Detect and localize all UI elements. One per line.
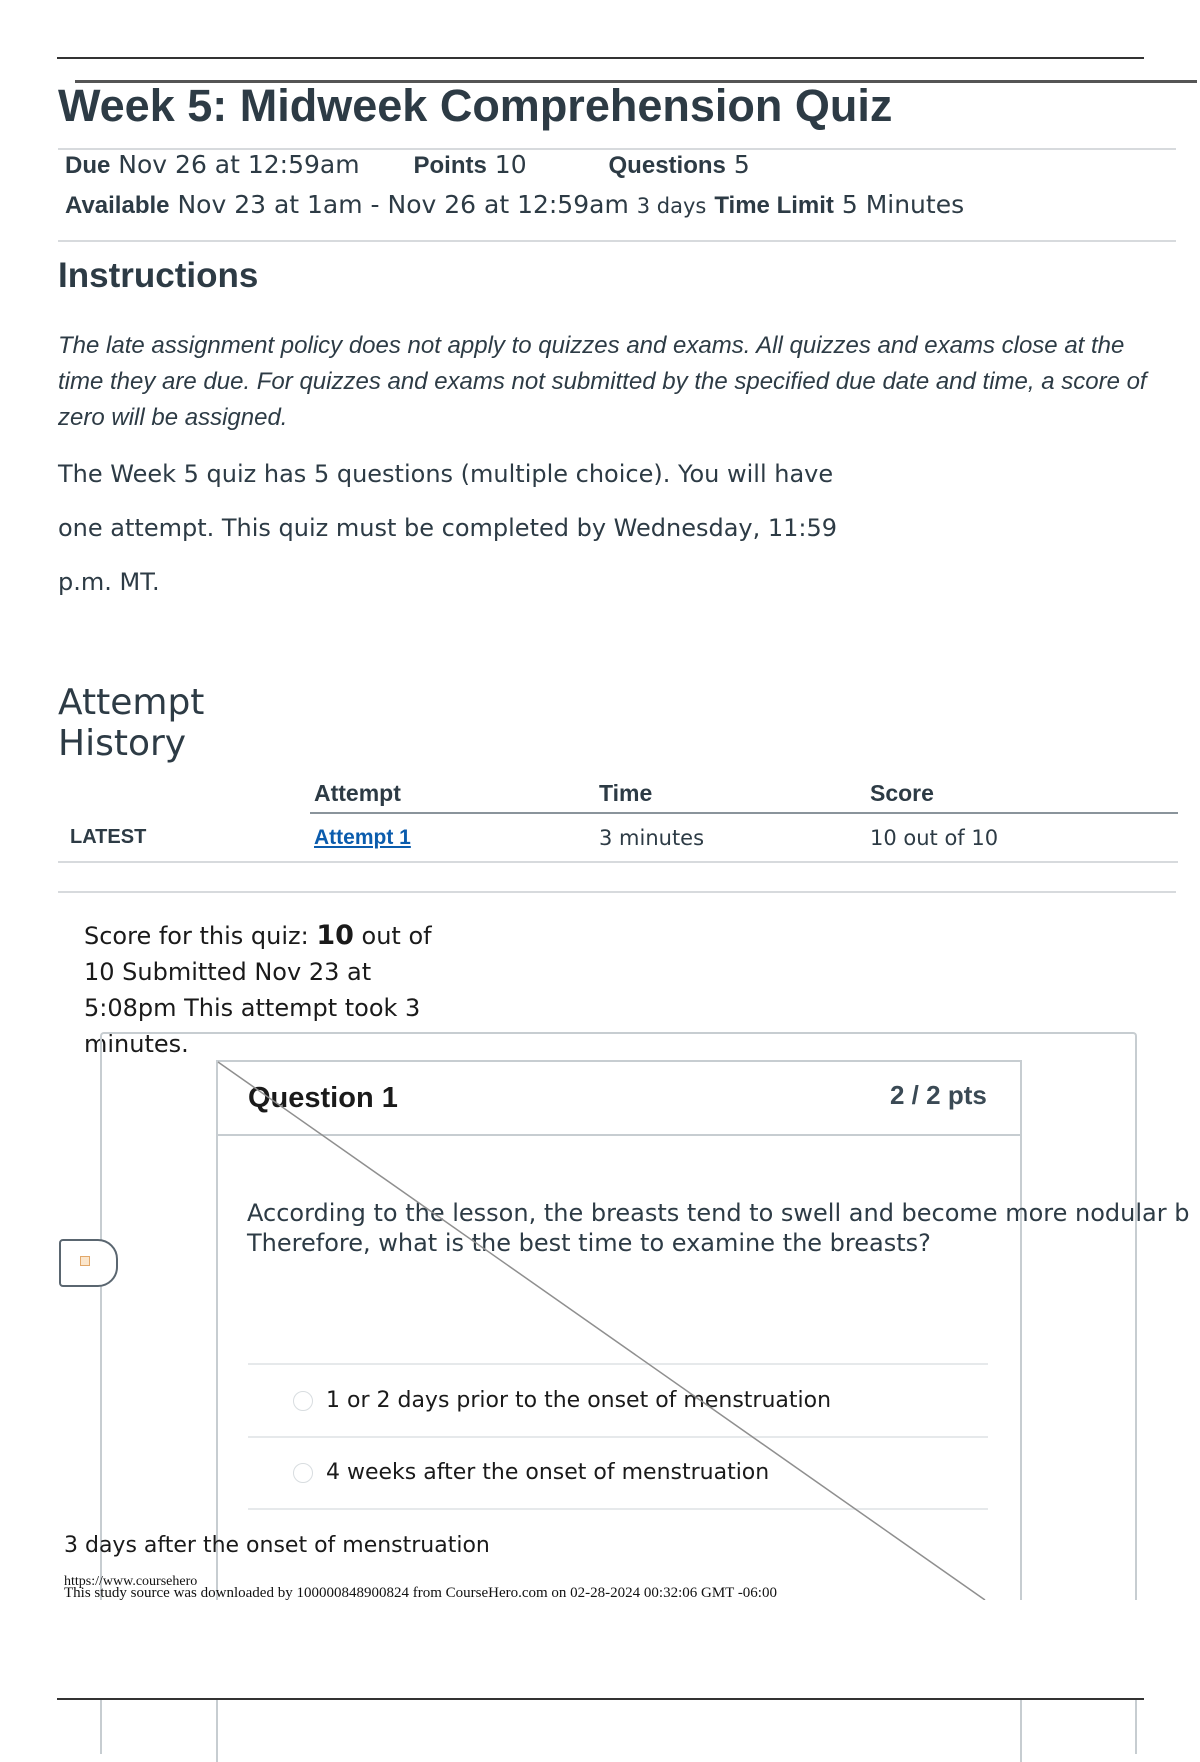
time-limit-label: Time Limit	[714, 192, 834, 219]
question-title: Question 1	[248, 1082, 398, 1114]
column-header-time: Time	[599, 780, 653, 806]
page-title: Week 5: Midweek Comprehension Quiz	[58, 80, 893, 131]
column-header-score: Score	[870, 780, 934, 806]
available-duration: 3 days	[636, 194, 707, 218]
points-label: Points	[413, 152, 487, 179]
latest-label: LATEST	[70, 826, 147, 848]
flag-question-tab[interactable]	[59, 1239, 118, 1287]
late-policy-text: The late assignment policy does not apply to quizzes and exams. All quizzes and exams close at the time they are due. For quizzes and exams not submitted by the specified due date and time, a score of zero will be assigned.	[58, 332, 1147, 431]
due-value: Nov 26 at 12:59am	[118, 150, 360, 179]
answer-3-label: 3 days after the onset of menstruation	[64, 1533, 490, 1558]
question-text: According to the lesson, the breasts tend to swell and become more nodular b Therefore, what is the best time to examine the breasts?	[247, 1199, 1190, 1257]
available-label: Available	[65, 192, 170, 219]
available-value: Nov 23 at 1am - Nov 26 at 12:59am	[177, 190, 629, 219]
instructions-line-2: one attempt. This quiz must be completed by Wednesday, 11:59	[58, 514, 838, 542]
due-label: Due	[65, 152, 111, 179]
page-bottom-blank	[0, 1600, 1200, 1700]
attempt-history-heading: Attempt History	[58, 682, 205, 764]
quiz-score: 10	[316, 920, 354, 951]
attempt-1-link[interactable]: Attempt 1	[314, 826, 411, 849]
attempt-score: 10 out of 10	[870, 826, 999, 850]
answer-1-label: 1 or 2 days prior to the onset of menstruation	[326, 1388, 832, 1413]
answer-2-label: 4 weeks after the onset of menstruation	[326, 1460, 770, 1485]
flag-icon	[80, 1256, 90, 1266]
points-value: 10	[494, 150, 527, 179]
question-points: 2 / 2 pts	[890, 1080, 987, 1110]
footer-url: https://www.coursehero	[64, 1574, 198, 1589]
footer-download-note: This study source was downloaded by 100000848900824 from CourseHero.com on 02-28-2024 00:32:06 GMT -06:00	[64, 1585, 777, 1601]
questions-label: Questions	[608, 152, 726, 179]
column-header-attempt: Attempt	[314, 780, 401, 806]
instructions-line-1: The Week 5 quiz has 5 questions (multiple choice). You will have	[58, 460, 834, 488]
time-limit-value: 5 Minutes	[841, 190, 965, 219]
attempt-time: 3 minutes	[599, 826, 705, 850]
questions-value: 5	[733, 150, 750, 179]
score-summary: Score for this quiz: 10 out of 10 Submitted Nov 23 at 5:08pm This attempt took 3 minutes.	[84, 920, 432, 1058]
instructions-line-3: p.m. MT.	[58, 568, 160, 596]
instructions-heading: Instructions	[58, 256, 259, 295]
